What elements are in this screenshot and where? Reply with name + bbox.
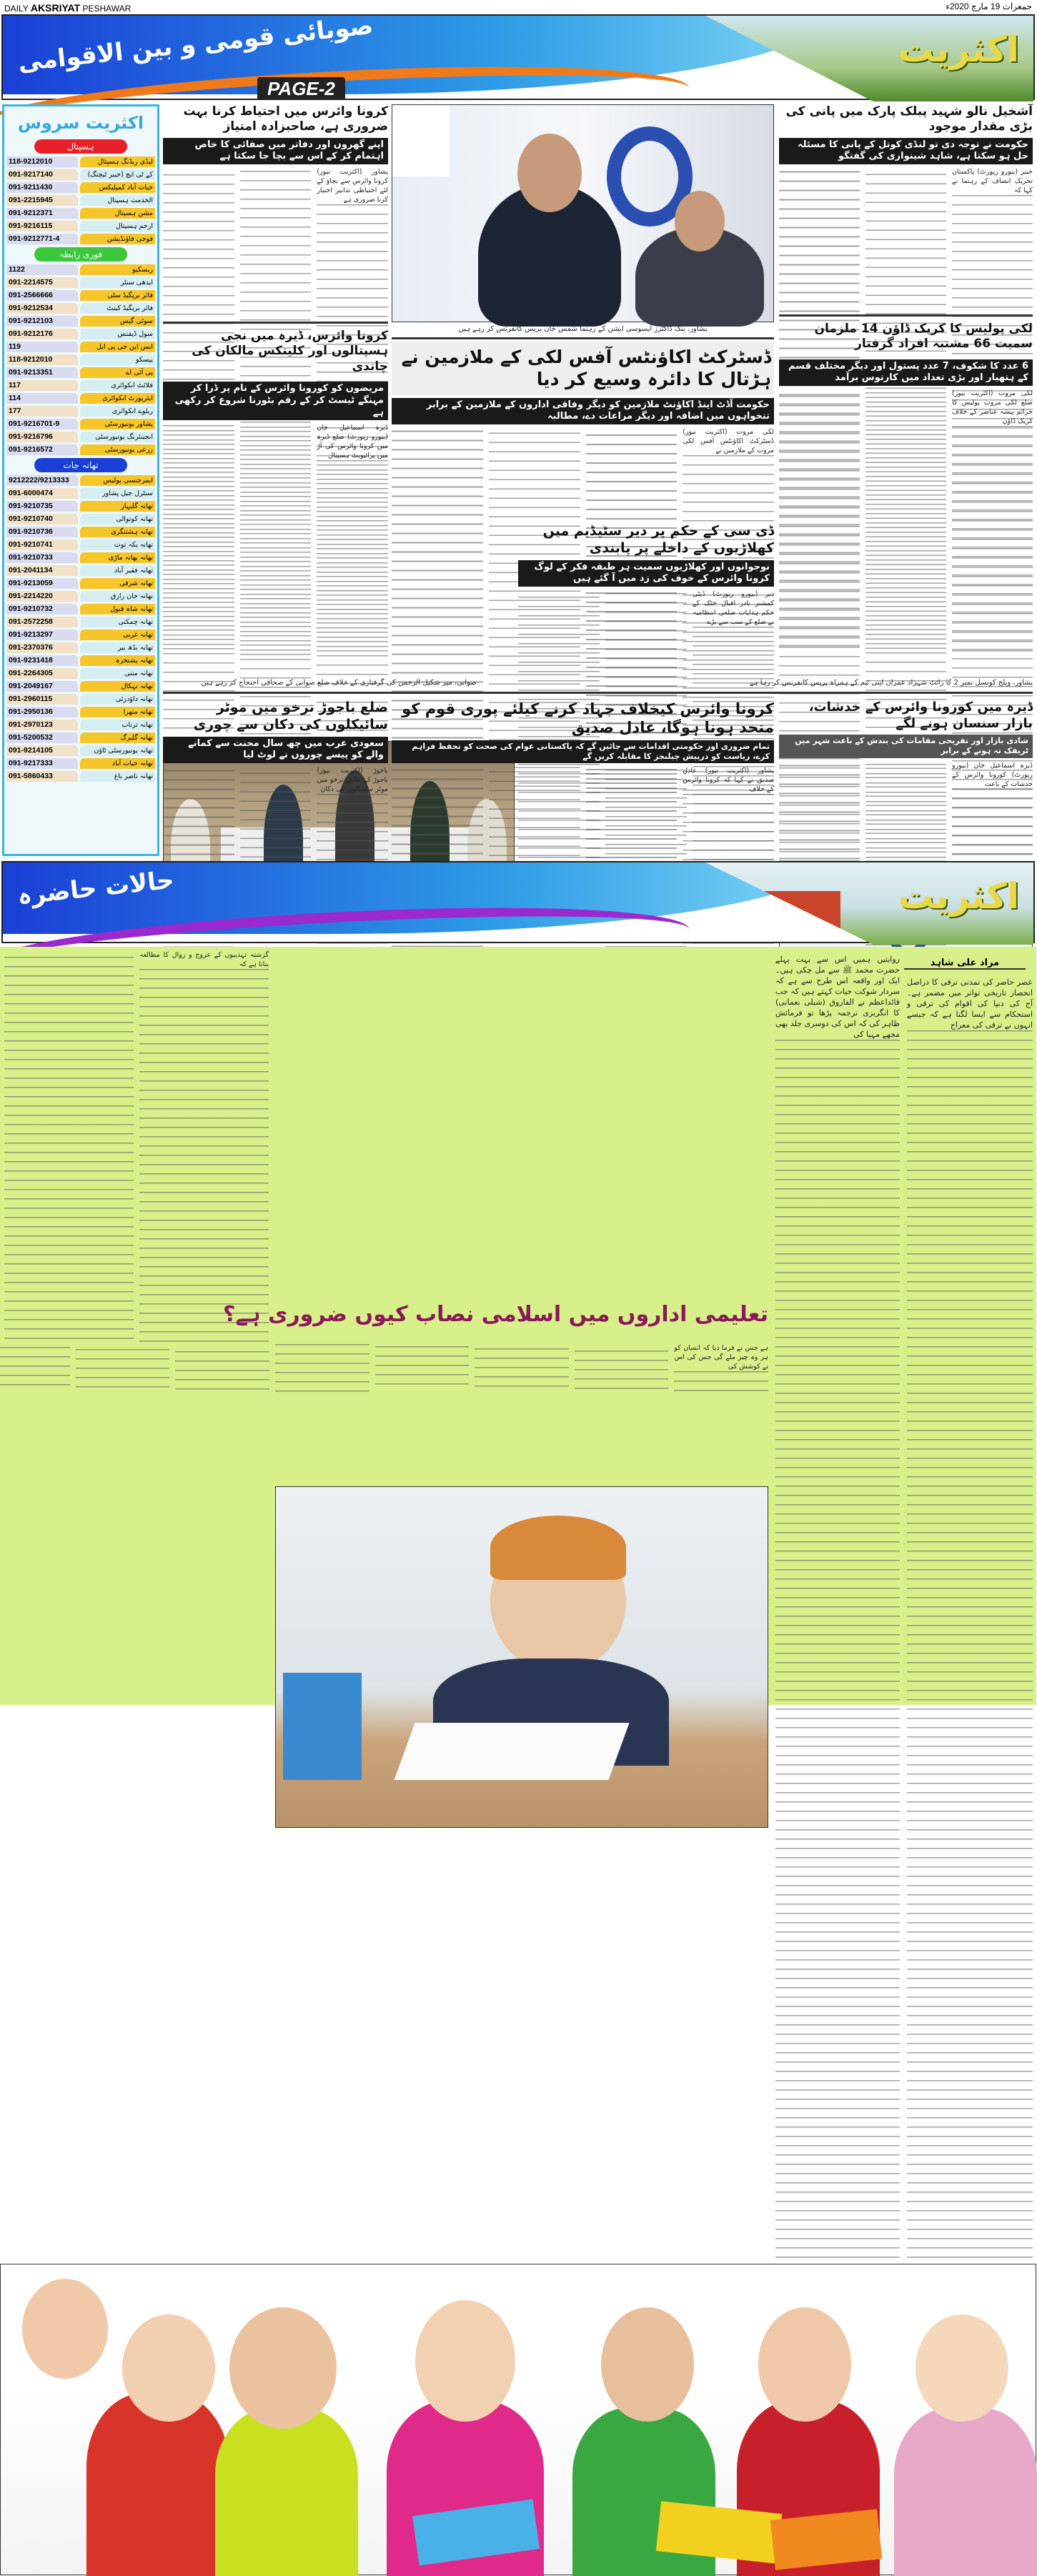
directory-row (6, 667, 155, 680)
paper-name: AKSRIYAT (30, 2, 81, 14)
directory-label: تھانہ بھانہ ماڑی (80, 552, 155, 563)
directory-row (6, 156, 155, 168)
directory-row (6, 770, 155, 782)
directory-label: ارحم ہسپتال (80, 221, 155, 232)
article-bajaur-theft (163, 697, 388, 855)
phone-number: 091-5200532 (6, 732, 78, 743)
directory-row (6, 354, 155, 366)
directory-label: مشن ہسپتال (80, 208, 155, 219)
phone-number: 091-9212534 (6, 303, 78, 314)
directory-row (6, 194, 155, 207)
phone-number: 091-2970123 (6, 720, 78, 730)
phone-number: 091-2041134 (6, 565, 78, 576)
phone-number: 091-9210735 (6, 501, 78, 512)
subheadline: تمام ضروری اور حکومتی اقدامات سے جائیں گے کہ پاکستانی عوام کی صحت کو تحفظ فراہم کرے، ریاست کو درپیش چیلنجز کا مقابلہ کریں گے (392, 740, 774, 764)
student-writing-photo (275, 1486, 768, 1828)
phone-number: 091-9217140 (6, 169, 78, 180)
directory-label: زرعی یونیورسٹی (80, 444, 155, 455)
directory-label: سول ڈیفنس (80, 329, 155, 339)
directory-label: فائر بریگیڈ کینٹ (80, 303, 155, 314)
feature-column-left: گزشتہ تہذیبوں کے عروج و زوال کا مطالعہ بتاتا ہے کہ (4, 950, 269, 1343)
newspaper-logo: اکثریت (898, 29, 1019, 70)
article-body: ڈیرہ اسماعیل خان (بیورو رپورٹ) ضلع ڈیرہ میں کرونا وائرس کی آڑ میں پرائیویٹ ہسپتال (163, 423, 388, 519)
directory-row (6, 220, 155, 232)
subheadline: سعودی عرب میں چھ سال محنت سے کمانے والے کو پیسے چوروں نے لوٹ لیا (163, 737, 388, 764)
headline: کرونا وائرس، ڈیرہ میں نجی ہسپتالوں اور کلینکس مالکان کی چاندی (192, 329, 388, 374)
directory-label: الخدمت ہسپتال (80, 195, 155, 206)
directory-row (6, 719, 155, 731)
phone-number: 091-9216572 (6, 444, 78, 455)
children-reading-photo (0, 2264, 1036, 2575)
directory-label: تھانہ چمکنی (80, 617, 155, 627)
directory-label: تھانہ داؤدزئی (80, 694, 155, 705)
phone-number: 091-9212371 (6, 208, 78, 219)
article-body: لکی مروت (اکثریت نیوز) ضلع لکی مروت پولیس کا جرائم پیشہ عناصر کے خلاف کریک ڈاؤن (779, 389, 1033, 516)
directory-row (6, 565, 155, 577)
directory-row (6, 341, 155, 353)
newspaper-logo: اکثریت (898, 875, 1019, 917)
phone-number: 177 (6, 406, 78, 417)
phone-number: 091-9210740 (6, 514, 78, 524)
directory-row (6, 603, 155, 615)
masthead-line (0, 0, 1036, 14)
directory-label: تھانہ غربی (80, 630, 155, 640)
article-body: باجوڑ (اکثریت نیوز) باجوڑ کے علاقے ترخو میں موٹر سائیکلوں کی دکان (163, 766, 388, 855)
directory-label: سوئی گیس (80, 316, 155, 327)
phone-number: 091-2950136 (6, 707, 78, 717)
directory-label: تھانہ متنی (80, 668, 155, 679)
subheadline: نوجوانوں اور کھلاڑیوں سمیت ہر طبقہ فکر کے لوگ کرونا وائرس کے خوف کی زد میں آ گئے ہیں (518, 560, 774, 587)
directory-row (6, 379, 155, 392)
article-body: پشاور (اکثریت نیوز) کرونا وائرس سے بچاؤ کے لئے احتیاطی تدابیر اختیار کرنا ضروری ہے (163, 167, 388, 317)
directory-row (6, 315, 155, 327)
phone-number: 091-2214575 (6, 277, 78, 288)
article-lakki-police (779, 319, 1033, 516)
directory-row (6, 642, 155, 654)
feature-author: مراد علی شاہد (904, 958, 1026, 970)
directory-row (6, 367, 155, 379)
directory-label: تھانہ پشتخرہ (80, 655, 155, 666)
directory-row (6, 732, 155, 744)
article-body: لکی مروت (اکثریت نیوز) ڈسٹرکٹ اکاؤنٹس آفس لکی مروت کے ملازمین نے (392, 427, 774, 517)
directory-row (6, 590, 155, 602)
directory-section-header: تھانہ جات (34, 458, 127, 472)
directory-section-header: ہسپتال (34, 139, 127, 154)
directory-row (6, 745, 155, 757)
directory-row (6, 757, 155, 770)
phone-number: 091-9216796 (6, 432, 78, 442)
feature-intro: عصر حاضر کی تمدنی ترقی کا دراصل انحصار تاریخی تواتر میں مضمر ہے۔ آج کی دنیا کی اقوام کی ترقی و استحکام سے ایسا لگتا ہے کہ جیسے انہوں نے ترقی کی معراج (907, 977, 1033, 1377)
directory-row (6, 616, 155, 628)
directory-row (6, 577, 155, 590)
article-body: پشاور (اکثریت نیوز) عادل صدیق نے کہا کہ کرونا وائرس کے خلاف (392, 766, 774, 855)
phone-number: 091-9214105 (6, 745, 78, 756)
paper-prefix: DAILY (4, 4, 29, 14)
press-conference-photo (392, 104, 774, 322)
directory-label: تھانہ کوتوالی (80, 514, 155, 524)
directory-row (6, 418, 155, 430)
article-district-accounts-strike (392, 342, 774, 517)
phone-number: 114 (6, 393, 78, 404)
phone-number: 091-9216701-9 (6, 419, 78, 429)
directory-row (6, 552, 155, 564)
phone-number: 091-5860433 (6, 771, 78, 782)
article-corona-precaution (163, 104, 388, 317)
headline: ضلع باجوڑ ترخو میں موٹر سائیکلوں کی دکان سے چوری (193, 700, 388, 732)
issue-date: جمعرات 19 مارچ 2020ء (946, 1, 1032, 11)
directory-row (6, 539, 155, 551)
phone-number: 091-9213059 (6, 578, 78, 589)
directory-label: ریسکیو (80, 264, 155, 275)
directory-label: حیات آباد کمپلیکس (80, 182, 155, 193)
headline: ڈی سی کے حکم پر دیر سٹیڈیم میں کھلاڑیوں کے داخلے پر پابندی (542, 523, 774, 556)
phone-number: 091-2566666 (6, 290, 78, 301)
directory-label: پی آئی اے (80, 367, 155, 378)
feature-headline: تعلیمی اداروں میں اسلامی نصاب کیوں ضروری ہے؟ (222, 1302, 768, 1327)
directory-label: تھانہ خان رازق (80, 591, 155, 602)
feature-column-right (775, 954, 1033, 1383)
section-title: حالات حاضرہ (16, 865, 176, 911)
directory-label: ایمرجنسی پولیس (80, 475, 155, 486)
paper-city: PESHAWAR (82, 4, 132, 14)
phone-number: 091-6000474 (6, 488, 78, 499)
article-body: ڈیرہ اسماعیل خان (بیورو رپورٹ) کورونا وائرس کے خدشات کے باعث (779, 761, 1033, 855)
article-body: دیر (بیورو رپورٹ) ڈپٹی کمشنر نادر اقبال خٹک کے حکم ہدایات ضلعی انتظامیہ نے ضلع کے سب سے بڑے (518, 590, 774, 687)
directory-row (6, 169, 155, 181)
photo-caption: پشاور، ینگ ڈاکٹرز ایسوسی ایشن کے رہنما شمس خان پریس کانفرنس کر رہے ہیں (458, 325, 708, 333)
phone-number: 091-9213297 (6, 630, 78, 640)
phone-number: 1122 (6, 264, 78, 275)
photo-caption: پشاور، ویلج کونسل نمبر 2 کا رائٹ شہزاد عمران اپنی ٹیم کے ہمراہ پریس کانفرنس کر رہا ہے (749, 679, 1033, 687)
phone-number: 091-9216115 (6, 221, 78, 232)
directory-label: تھانہ شاہ قبول (80, 604, 155, 615)
directory-row (6, 277, 155, 289)
directory-label: تھانہ یکہ توت (80, 539, 155, 550)
directory-row (6, 680, 155, 692)
directory-label: لیڈی ریڈنگ ہسپتال (80, 156, 155, 167)
directory-row (6, 302, 155, 314)
directory-label: تھانہ یونیورسٹی ٹاؤن (80, 745, 155, 756)
subheadline: حکومت آڈٹ اینڈ اکاؤنٹ ملازمین کو دیگر وفاقی اداروں کے ملازمین کے برابر تنخواہوں میں اضافہ اور دیگر مراعات دے، مطالبہ (392, 398, 774, 425)
directory-label: تھانہ ترناب (80, 720, 155, 730)
phone-number: 117 (6, 380, 78, 391)
directory-label: پشاور یونیورسٹی (80, 419, 155, 429)
directory-row (6, 629, 155, 641)
article-dera-markets (779, 697, 1033, 855)
phone-number: 091-9210732 (6, 604, 78, 615)
phone-number: 091-9210736 (6, 527, 78, 537)
directory-label: سنٹرل جیل پشاور (80, 488, 155, 499)
directory-label: ایئرپورٹ انکوائری (80, 393, 155, 404)
phone-number: 091-2215945 (6, 195, 78, 206)
directory-label: تھانہ فقیر آباد (80, 565, 155, 576)
phone-number: 091-9211430 (6, 182, 78, 193)
headline: لکی پولیس کا کریک ڈاؤن 14 ملزمان سمیت 66 مشتبہ افراد گرفتار (814, 322, 1033, 352)
directory-section-header: فوری رابطہ (34, 247, 127, 262)
phone-number: 091-2264305 (6, 668, 78, 679)
subheadline: حکومت نے توجہ دی تو لنڈی کوتل کے پانی کا مسئلہ حل ہو سکتا ہے، شاہد شینواری کی گفتگو (779, 138, 1033, 165)
directory-row (6, 693, 155, 705)
phone-number: 091-2572258 (6, 617, 78, 627)
phone-number: 119 (6, 342, 78, 352)
directory-label: فوجی فاؤنڈیشن (80, 234, 155, 244)
phone-number: 118-9212010 (6, 156, 78, 167)
phone-number: 091-9210733 (6, 552, 78, 563)
section-banner-bottom (1, 861, 1035, 943)
article-water-park (779, 104, 1033, 312)
phone-number: 9212222/9213333 (6, 475, 78, 486)
phone-number: 091-9210741 (6, 539, 78, 550)
directory-row (6, 264, 155, 276)
feature-column-strip: ہے جس نے فرما دیا کہ انسان کو ہر وہ چیز ملے گی جس کی اس نے کوشش کی (275, 1343, 768, 1392)
phone-number: 091-9212176 (6, 329, 78, 339)
directory-label: انجینئرنگ یونیورسٹی (80, 432, 155, 442)
directory-row (6, 487, 155, 499)
directory-label: تھانہ حیات آباد (80, 758, 155, 769)
subheadline: شادی بازار اور تفریحی مقامات کی بندش کے باعث شہر میں ٹریفک نہ ہونے کے برابر (779, 735, 1033, 758)
directory-label: تھانہ تہکال (80, 681, 155, 692)
directory-row (6, 444, 155, 456)
article-dera-hospitals (163, 326, 388, 519)
directory-row (6, 500, 155, 512)
headline: ڈسٹرکٹ اکاؤنٹس آفس لکی کے ملازمین نے ہڑتال کا دائرہ وسیع کر دیا (392, 342, 774, 395)
phone-number: 091-2370376 (6, 642, 78, 653)
directory-row (6, 233, 155, 245)
phone-number: 091-2214220 (6, 591, 78, 602)
subheadline: 6 عدد کا شکوف، 7 عدد پستول اور دیگر مختلف قسم کے ہتھیار اور بڑی تعداد میں کارتوس برآمد (779, 359, 1033, 387)
directory-row (6, 474, 155, 487)
article-body: خیبر (بیورو رپورٹ) پاکستان تحریک انصاف کے رہنما نے کہا کہ (779, 167, 1033, 312)
phone-directory (2, 104, 159, 856)
directory-label: پیسکو (80, 354, 155, 365)
directory-label: تھانہ بڈھ بیر (80, 642, 155, 653)
feature-column-2: روایتیں ہمیں اس سے بہت پہلے حضرت محمد ﷺ سے مل چکی ہیں۔ ایک اور واقعہ اس طرح سے ہے کہ سردار شوکت حیات کہتے ہیں کہ جب قائداعظم نے الفاروق (شبلی نعمانی) کا انگریزی ترجمہ پڑھا تو فرمائش ظاہر کی کہ اس کی دوسری جلد بھی مجھے مہیا کی (775, 954, 900, 1376)
section-banner-top (1, 11, 1035, 100)
directory-label: تھانہ متھرا (80, 707, 155, 717)
phone-number: 091-9212771-4 (6, 234, 78, 244)
phone-number: 091-9212103 (6, 316, 78, 327)
directory-row (6, 706, 155, 718)
phone-number: 118-9212010 (6, 354, 78, 365)
article-dir-stadium-ban (518, 523, 774, 687)
page-number-badge: PAGE-2 (257, 77, 345, 100)
section-title: صوبائی قومی و بین الاقوامی (16, 11, 375, 77)
phone-number: 091-9231418 (6, 655, 78, 666)
directory-label: ایس این جی پی ایل (80, 342, 155, 352)
article-adil-siddique (392, 697, 774, 855)
headline: ڈیرہ میں کورونا وائرس کے خدشات، بازار سنسان ہونے لگے (808, 700, 1033, 731)
directory-label: تھانہ ہشتنگری (80, 527, 155, 537)
directory-label: تھانہ گلبرگ (80, 732, 155, 743)
directory-row (6, 431, 155, 443)
directory-label: فائر بریگیڈ سٹی (80, 290, 155, 301)
headline: کرونا وائرس میں احتیاط کرنا بہت ضروری ہے، صاحبزادہ امتیاز (183, 104, 388, 134)
directory-label: فلائٹ انکوائری (80, 380, 155, 391)
subheadline: اپنے گھروں اور دفاتر میں صفائی کا خاص اہتمام کر کے اس سے بچا جا سکتا ہے (163, 138, 388, 165)
directory-label: تھانہ شرقی (80, 578, 155, 589)
directory-row (6, 289, 155, 302)
phone-number: 091-2960115 (6, 694, 78, 705)
phone-number: 091-2049167 (6, 681, 78, 692)
directory-row (6, 328, 155, 340)
headline: آشخیل نالو شہید پبلک پارک میں پانی کی بڑی مقدار موجود (785, 104, 1033, 134)
directory-label: تھانہ ناصر باغ (80, 771, 155, 782)
directory-row (6, 655, 155, 667)
directory-row (6, 526, 155, 538)
directory-logo: اکثریت سروس (17, 113, 144, 133)
subheadline: مریضوں کو کورونا وائرس کے نام پر ڈرا کر مہنگے ٹیسٹ کر کے رقم بٹورنا شروع کر رکھی ہے (163, 382, 388, 421)
directory-label: کے ٹی ایچ (خیبر ٹیچنگ) (80, 169, 155, 180)
directory-row (6, 207, 155, 219)
directory-row (6, 392, 155, 404)
phone-number: 091-9213351 (6, 367, 78, 378)
headline: کرونا وائرس کیخلاف جہاد کرنے کیلئے پوری قوم کو متحد ہونا ہوگا، عادل صدیق (402, 700, 774, 737)
directory-label: ریلوے انکوائری (80, 406, 155, 417)
photo-caption: صوابی، میر شکیل الرحمن کی گرفتاری کے خلاف ضلع صوابی کے صحافی احتجاج کر رہے ہیں (201, 679, 477, 687)
directory-row (6, 181, 155, 194)
directory-row (6, 405, 155, 417)
phone-number: 091-9217333 (6, 758, 78, 769)
directory-label: ایدھی سنٹر (80, 277, 155, 288)
directory-label: تھانہ گلبہار (80, 501, 155, 512)
directory-row (6, 513, 155, 525)
